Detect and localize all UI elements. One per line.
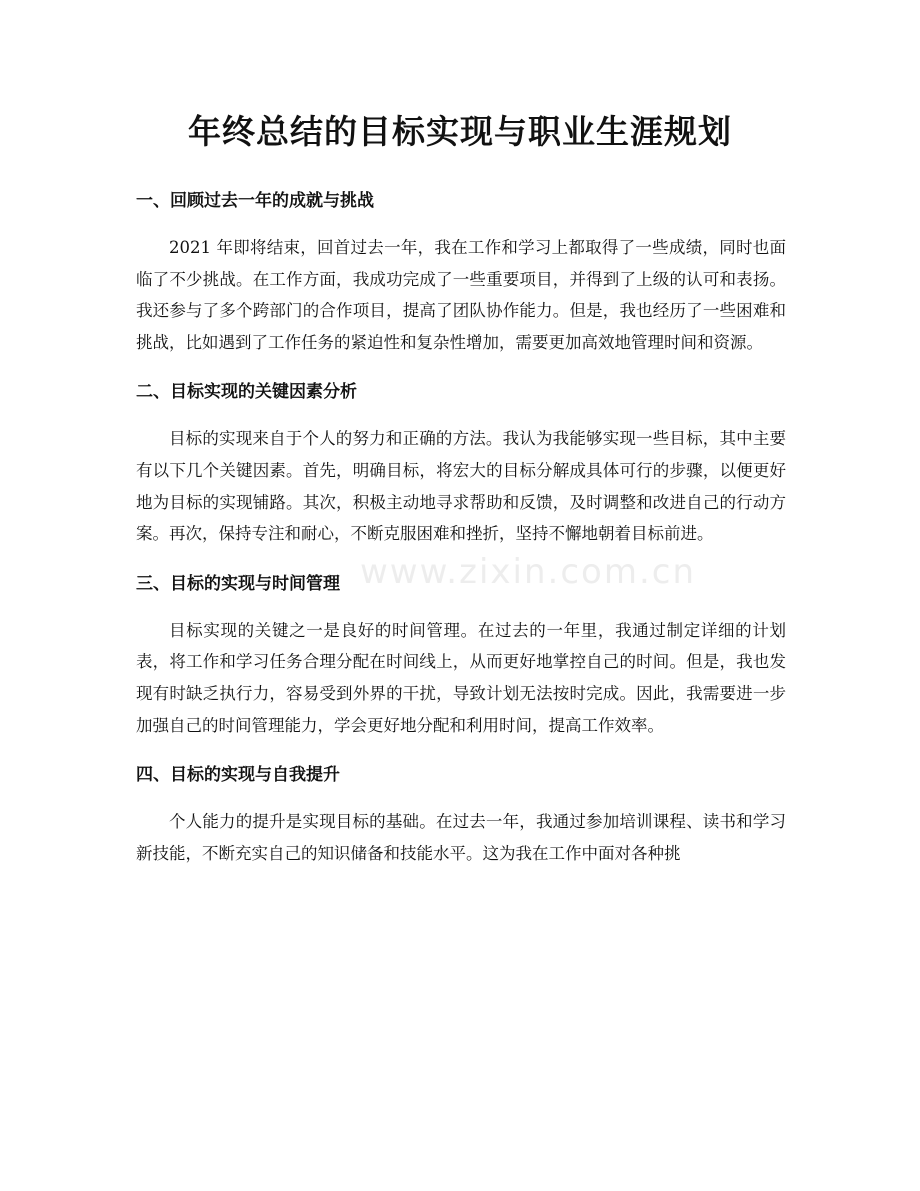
section-heading: 一、回顾过去一年的成就与挑战 bbox=[136, 191, 374, 211]
section-heading: 二、目标实现的关键因素分析 bbox=[136, 382, 357, 403]
section-paragraph: 目标实现的关键之一是良好的时间管理。在过去的一年里，我通过制定详细的计划表，将工作和学习任务合理分配在时间线上，从而更好地掌控自己的时间。但是，我也发现有时缺乏执行力，容易受到外界的干扰，导致计划无法按时完成。因此，我需要进一步加强自己的时间管理能力，学会更好地分配和利用时间，提高工作效率。 bbox=[136, 620, 786, 735]
watermark: www.zixin.com.cn bbox=[360, 552, 696, 592]
section-1 bbox=[136, 184, 786, 358]
section-paragraph: 目标的实现来自于个人的努力和正确的方法。我认为我能够实现一些目标，其中主要有以下几个关键因素。首先，明确目标，将宏大的目标分解成具体可行的步骤，以便更好地为目标的实现铺路。其次，积极主动地寻求帮助和反馈，及时调整和改进自己的行动方案。再次，保持专注和耐心，不断克服困难和挫折，坚持不懈地朝着目标前进。 bbox=[136, 429, 786, 544]
section-paragraph: 个人能力的提升是实现目标的基础。在过去一年，我通过参加培训课程、读书和学习新技能，不断充实自己的知识储备和技能水平。这为我在工作中面对各种挑 bbox=[136, 812, 786, 863]
document-body bbox=[136, 184, 786, 886]
section-4 bbox=[136, 758, 786, 869]
document-title: 年终总结的目标实现与职业生涯规划 bbox=[188, 112, 732, 151]
section-heading: 四、目标的实现与自我提升 bbox=[136, 765, 340, 786]
section-paragraph: 2021 年即将结束，回首过去一年，我在工作和学习上都取得了一些成绩，同时也面临了不少挑战。在工作方面，我成功完成了一些重要项目，并得到了上级的认可和表扬。我还参与了多个跨部门的合作项目，提高了团队协作能力。但是，我也经历了一些困难和挑战，比如遇到了工作任务的紧迫性和复杂性增加，需要更加高效地管理时间和资源。 bbox=[136, 238, 786, 352]
section-2 bbox=[136, 375, 786, 549]
section-heading: 三、目标的实现与时间管理 bbox=[136, 573, 340, 594]
section-3 bbox=[136, 567, 786, 741]
